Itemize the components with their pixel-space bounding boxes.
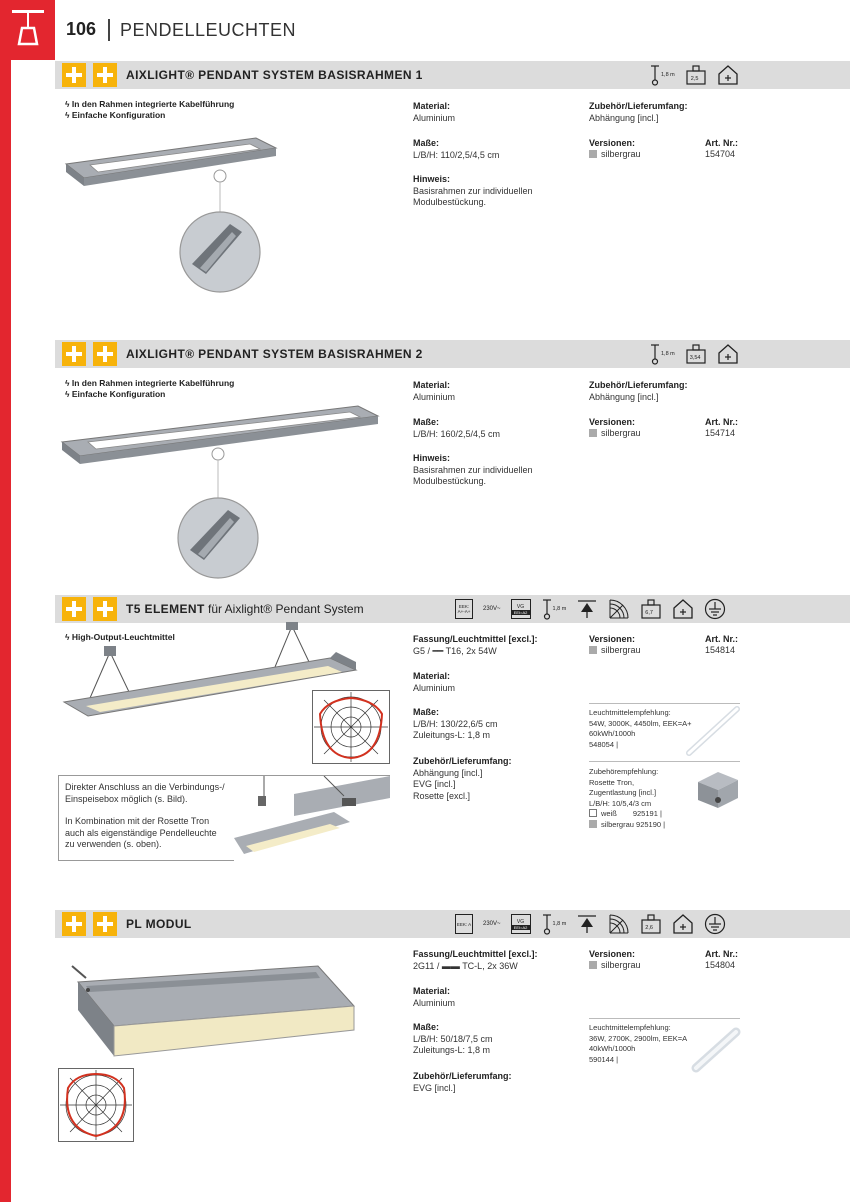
lamp-tube-image: [683, 703, 743, 758]
section-header: [55, 61, 850, 89]
versions-label: Versionen:: [589, 634, 636, 644]
house-icon: [672, 598, 694, 620]
article-number: 154814: [705, 645, 736, 655]
height-icon: 1,8 m: [649, 343, 675, 365]
note-block: Hinweis: Basisrahmen zur individuellen Modulbestückung.: [413, 453, 533, 486]
plus-icon: [93, 597, 117, 621]
article-number-label: Art. Nr.:: [705, 417, 739, 427]
voltage-label: 230V~: [483, 921, 501, 927]
weight-icon: 2,5: [685, 64, 707, 86]
plus-icon: [62, 597, 86, 621]
versions-label: Versionen:: [589, 949, 636, 959]
version-row: silbergrau: [589, 960, 641, 972]
accessories-block: Zubehör/Lieferumfang: Abhängung [incl.] EVG [incl.] Rosette [excl.]: [413, 756, 512, 801]
socket-block: Fassung/Leuchtmittel [excl.]: 2G11 / ▬▬ TC-L, 2x 36W: [413, 949, 538, 971]
article-number: 154714: [705, 428, 736, 438]
color-swatch-grey: [589, 820, 597, 828]
product-image: [58, 400, 388, 580]
dimensions-block: Maße: L/B/H: 110/2,5/4,5 cm: [413, 138, 500, 160]
pendant-lamp-icon: [12, 10, 44, 50]
ip-protection-icon: [576, 598, 598, 620]
weight-icon: 3,54: [685, 343, 707, 365]
accessory-recommendation: Zubehörempfehlung: Rosette Tron, Zugentlastung [incl.] L/B/H: 10/5,4/3 cm weiß 925191 | silbergrau 925190 |: [589, 767, 666, 829]
color-swatch: [589, 646, 597, 654]
lamp-recommendation: Leuchtmittelempfehlung: 54W, 3000K, 4450lm, EEK=A+ 60kWh/1000h 548054 |: [589, 708, 692, 749]
note-block: Hinweis: Basisrahmen zur individuellen Modulbestückung.: [413, 174, 533, 207]
feature-list: ϟ In den Rahmen integrierte Kabelführung ϟ Einfache Konfiguration: [65, 99, 234, 121]
article-number: 154704: [705, 149, 736, 159]
feature-list: ϟ In den Rahmen integrierte Kabelführung ϟ Einfache Konfiguration: [65, 378, 234, 400]
section-header: [55, 340, 850, 368]
connection-image: [234, 776, 390, 861]
accessories-block: Zubehör/Lieferumfang: Abhängung [incl.]: [589, 380, 688, 402]
article-number-label: Art. Nr.:: [705, 634, 739, 644]
ip-protection-icon: [576, 913, 598, 935]
divider: [589, 1018, 740, 1019]
color-swatch: [589, 961, 597, 969]
house-icon: [717, 343, 739, 365]
ground-icon: [704, 598, 726, 620]
accessories-block: Zubehör/Lieferumfang: EVG [incl.]: [413, 1071, 512, 1093]
vg-icon: VG EEI=A2: [511, 599, 531, 619]
material-block: Material: Aluminium: [413, 101, 456, 123]
plus-icon: [93, 63, 117, 87]
plus-icon: [62, 912, 86, 936]
height-icon: 1,8 m: [541, 598, 567, 620]
dimensions-block: Maße: L/B/H: 160/2,5/4,5 cm: [413, 417, 501, 439]
light-distribution-icon: [608, 913, 630, 935]
height-icon: 1,8 m: [541, 913, 567, 935]
product-image: [68, 960, 368, 1060]
plus-icon: [62, 342, 86, 366]
plus-icon: [93, 912, 117, 936]
dimensions-block: Maße: L/B/H: 130/22,6/5 cm Zuleitungs-L: 1,8 m: [413, 707, 498, 740]
color-swatch: [589, 150, 597, 158]
dimensions-block: Maße: L/B/H: 50/18/7,5 cm Zuleitungs-L: 1,8 m: [413, 1022, 493, 1055]
color-swatch: [589, 429, 597, 437]
section-title: T5 ELEMENT für Aixlight® Pendant System: [126, 602, 364, 616]
eek-label-icon: EEK: A: [455, 914, 473, 934]
section-title: PL MODUL: [126, 917, 192, 931]
article-number-label: Art. Nr.:: [705, 949, 739, 959]
section-header: [55, 595, 850, 623]
material-block: Material: Aluminium: [413, 671, 456, 693]
eek-label-icon: EEK: A+-A+: [455, 599, 473, 619]
plus-icon: [93, 342, 117, 366]
version-row: silbergrau: [589, 149, 641, 161]
divider: [589, 761, 740, 762]
title-separator: [108, 19, 110, 41]
product-image: [60, 128, 290, 298]
weight-icon: 6,7: [640, 598, 662, 620]
plus-icon: [62, 63, 86, 87]
accessories-block: Zubehör/Lieferumfang: Abhängung [incl.]: [589, 101, 688, 123]
lamp-tube-image: [690, 1026, 742, 1074]
feature-list: ϟ High-Output-Leuchtmittel: [65, 632, 175, 643]
ground-icon: [704, 913, 726, 935]
info-text: Direkter Anschluss an die Verbindungs-/ Einspeisebox möglich (s. Bild). In Kombination mit der Rosette Tron auch als eigenständige Pendelleuchte zu verwenden (s. oben).: [65, 782, 225, 849]
version-row: silbergrau: [589, 645, 641, 657]
voltage-label: 230V~: [483, 606, 501, 612]
section-title: AIXLIGHT® PENDANT SYSTEM BASISRAHMEN 2: [126, 347, 423, 361]
versions-label: Versionen:: [589, 138, 636, 148]
info-box: [58, 775, 390, 861]
side-bar: [0, 0, 11, 1202]
rosette-image: [692, 768, 742, 812]
material-block: Material: Aluminium: [413, 986, 456, 1008]
socket-block: Fassung/Leuchtmittel [excl.]: G5 / ━━ T16, 2x 54W: [413, 634, 538, 656]
weight-icon: 2,6: [640, 913, 662, 935]
house-icon: [672, 913, 694, 935]
section-title: AIXLIGHT® PENDANT SYSTEM BASISRAHMEN 1: [126, 68, 423, 82]
versions-label: Versionen:: [589, 417, 636, 427]
lamp-recommendation: Leuchtmittelempfehlung: 36W, 2700K, 2900lm, EEK=A 40kWh/1000h 590144 |: [589, 1023, 688, 1064]
height-icon: 1,8 m: [649, 64, 675, 86]
version-row: silbergrau: [589, 428, 641, 440]
category-tab: [0, 0, 55, 60]
page-number: 106: [66, 19, 97, 39]
color-swatch-white: [589, 809, 597, 817]
light-distribution-diagram: [58, 1068, 134, 1142]
page-title: PENDELLEUCHTEN: [120, 20, 297, 40]
section-header: [55, 910, 850, 938]
material-block: Material: Aluminium: [413, 380, 456, 402]
article-number: 154804: [705, 960, 736, 970]
light-distribution-icon: [608, 598, 630, 620]
house-icon: [717, 64, 739, 86]
vg-icon: VG EEI=A2: [511, 914, 531, 934]
light-distribution-diagram: [312, 690, 390, 764]
article-number-label: Art. Nr.:: [705, 138, 739, 148]
